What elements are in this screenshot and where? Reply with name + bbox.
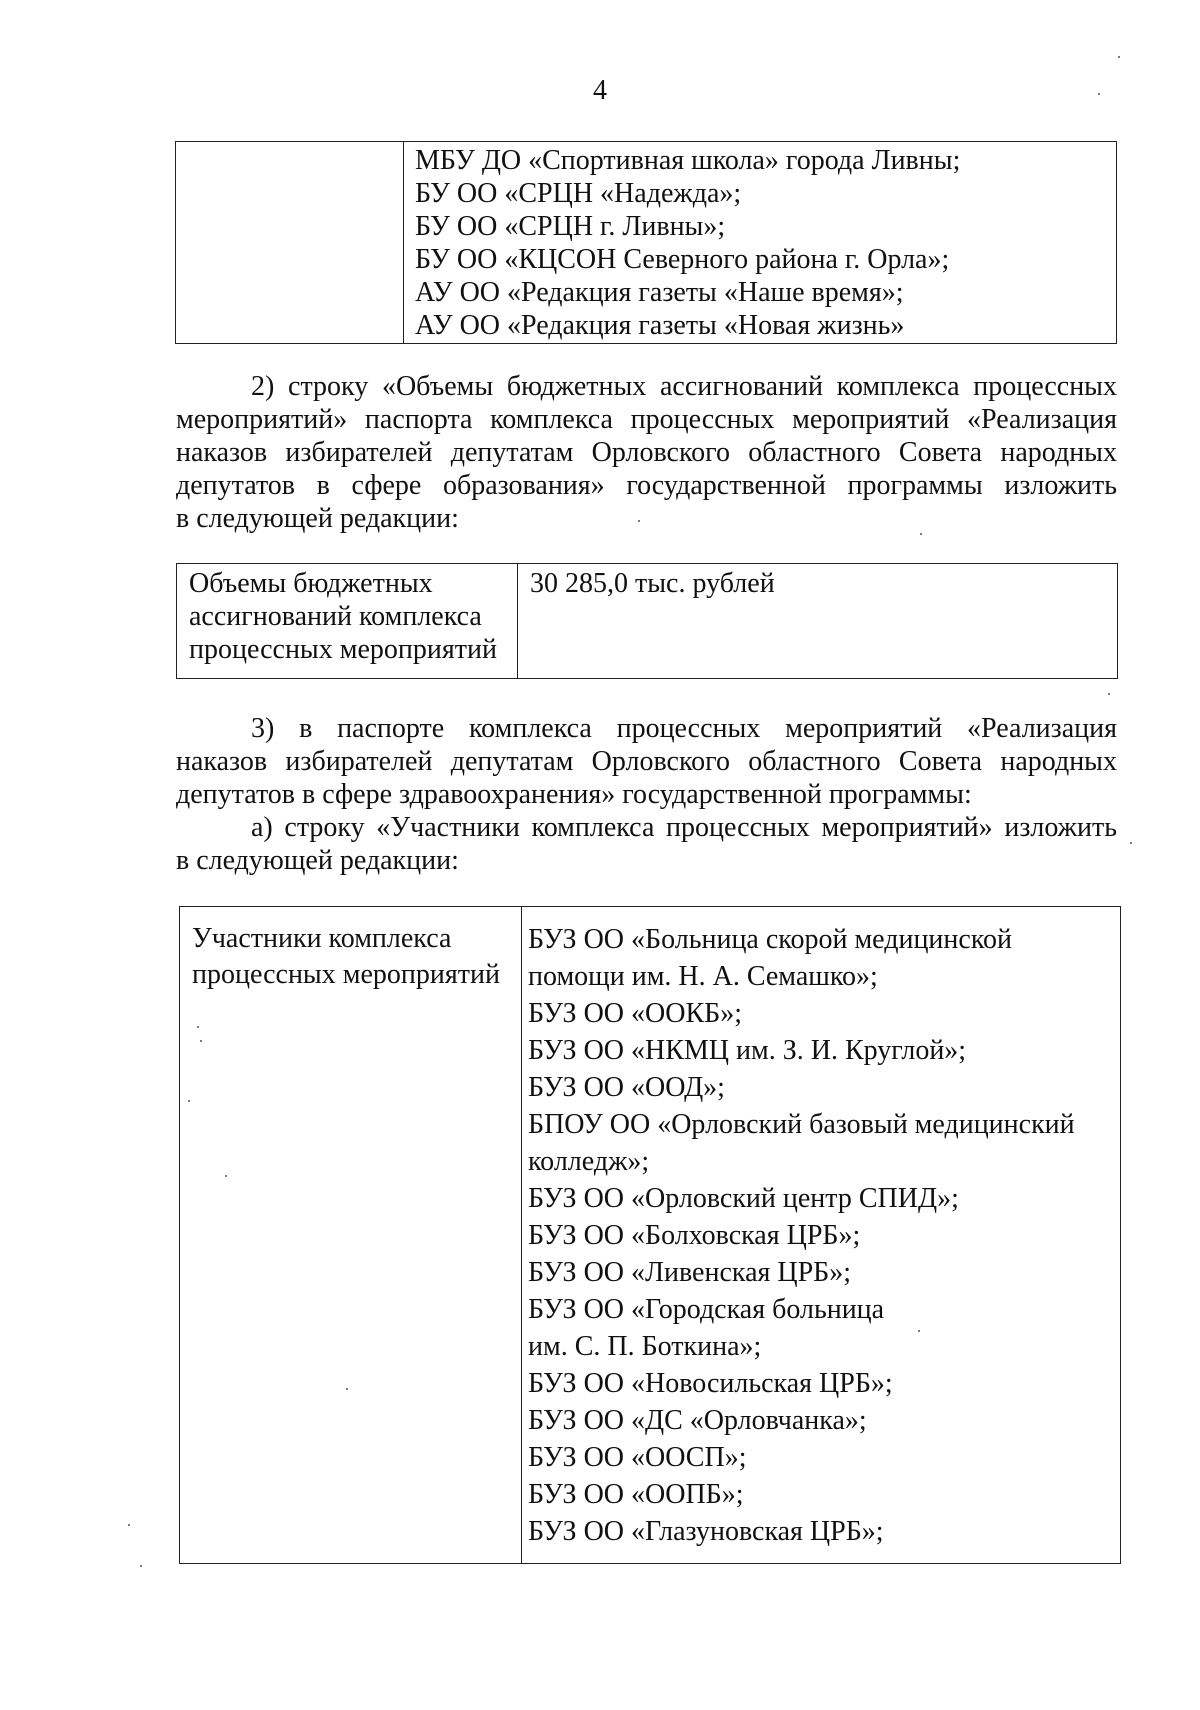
cell-text [176,142,403,150]
scan-speck [188,1100,190,1102]
scan-speck [1098,93,1100,95]
list-item: БУЗ ОО «НКМЦ им. З. И. Круглой»; [528,1035,967,1066]
paragraph-item-3 [176,712,1117,877]
list-item: БПОУ ОО «Орловский базовый медицинский [528,1109,1075,1140]
scan-speck [1118,56,1120,58]
table-row [177,564,1118,679]
paragraph-line: депутатов в сфере здравоохранения» государственной программы: [176,779,972,810]
scan-speck [225,1175,227,1177]
paragraph-line: 2) строку «Объемы бюджетных ассигнований комплекса процессных [251,371,1117,402]
list-item: БУЗ ОО «Болховская ЦРБ»; [528,1220,861,1251]
paragraph-line: в следующей редакции: [176,845,459,876]
table-row [180,907,1121,1564]
cell-content [177,564,517,670]
table-cell-left [180,907,522,1564]
list-item: БУЗ ОО «ООСП»; [528,1442,747,1473]
list-item: им. С. П. Боткина»; [528,1331,762,1362]
paragraph-line: в следующей редакции: [176,503,459,534]
participants-table [179,906,1121,1564]
table-cell-left [176,142,404,344]
list-item: БУЗ ОО «Новосильская ЦРБ»; [528,1368,893,1399]
cell-content [522,907,1120,1554]
list-item: МБУ ДО «Спортивная школа» города Ливны; [415,145,961,176]
scan-speck [200,1040,202,1042]
paragraph-line: а) строку «Участники комплекса процессных мероприятий» изложить [251,812,1117,843]
paragraph-item-2 [176,370,1117,535]
paragraph-line: наказов избирателей депутатам Орловского областного Совета народных [176,437,1117,468]
participants-table-continuation [175,141,1117,344]
scan-speck [920,533,922,535]
scan-speck [918,1330,920,1332]
paragraph-line: мероприятий» паспорта комплекса процессных мероприятий «Реализация [176,404,1117,435]
table-row [176,142,1117,344]
table-cell-right [518,564,1118,679]
table-cell-left [177,564,518,679]
list-item: БУЗ ОО «ООПБ»; [528,1479,744,1510]
cell-line: процессных мероприятий [192,959,500,990]
scan-speck [128,1524,130,1526]
list-item: БУЗ ОО «Ливенская ЦРБ»; [528,1257,852,1288]
list-item: БУЗ ОО «ДС «Орловчанка»; [528,1405,867,1436]
list-item: БУЗ ОО «Больница скорой медицинской [528,924,1012,955]
cell-content [180,907,521,997]
scan-speck [1130,842,1132,844]
budget-volume-table [176,563,1118,679]
list-item: АУ ОО «Редакция газеты «Новая жизнь» [415,310,905,341]
budget-amount: 30 285,0 тыс. рублей [530,568,775,599]
paragraph-line: наказов избирателей депутатам Орловского областного Совета народных [176,746,1117,777]
list-item: БУЗ ОО «Глазуновская ЦРБ»; [528,1516,884,1547]
list-item: помощи им. Н. А. Семашко»; [528,961,878,992]
cell-line: Объемы бюджетных [189,568,433,599]
scan-speck [1108,693,1110,695]
list-item: БУЗ ОО «ООКБ»; [528,998,742,1029]
list-item: БУ ОО «СРЦН «Надежда»; [415,178,742,209]
cell-content [404,142,1116,343]
scan-speck [140,1565,142,1567]
table-cell-right [522,907,1121,1564]
scan-speck [197,1026,199,1028]
list-item: БУ ОО «СРЦН г. Ливны»; [415,211,726,242]
scan-speck [638,520,640,522]
cell-line: ассигнований комплекса [189,601,482,632]
list-item: БУЗ ОО «ООД»; [528,1072,725,1103]
list-item: БУЗ ОО «Орловский центр СПИД»; [528,1183,959,1214]
table-cell-right [404,142,1117,344]
list-item: БУЗ ОО «Городская больница [528,1294,885,1325]
list-item: колледж»; [528,1146,650,1177]
cell-content [518,564,1117,604]
cell-line: Участники комплекса [192,923,452,954]
page-number: 4 [593,75,607,106]
paragraph-line: депутатов в сфере образования» государственной программы изложить [176,470,1117,501]
list-item: АУ ОО «Редакция газеты «Наше время»; [415,277,904,308]
paragraph-line: 3) в паспорте комплекса процессных мероприятий «Реализация [251,713,1117,744]
cell-line: процессных мероприятий [189,634,497,665]
scan-speck [346,1388,348,1390]
list-item: БУ ОО «КЦСОН Северного района г. Орла»; [415,244,950,275]
